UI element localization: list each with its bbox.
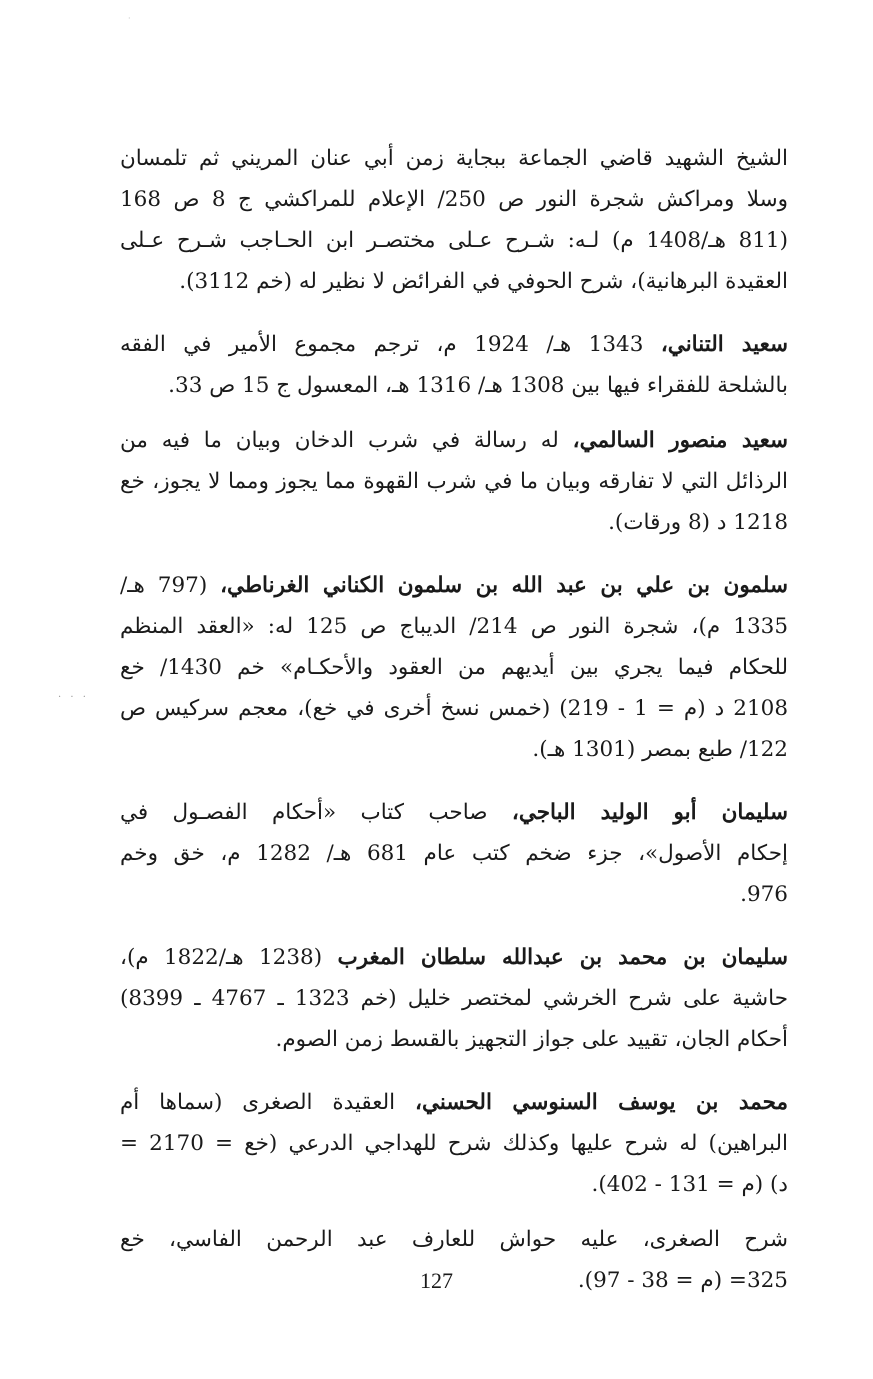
- entry-text: (1238 هـ/1822 م)،: [120, 945, 338, 970]
- entry-text: 1343 هـ/ 1924 م، ترجم مجموع الأمير في الفقه: [120, 332, 661, 357]
- text-line: حاشية على شرح الخرشي لمختصر خليل (خم 1323 ـ 4767 ـ 8399): [120, 986, 788, 1011]
- entry-text: العقيدة الصغرى (سماها أم: [120, 1090, 415, 1115]
- entry-continuation: [120, 138, 788, 302]
- entry-heading: سعيد منصور السالمي،: [572, 428, 788, 453]
- text-line: د) (م = 131 - 402).: [591, 1172, 788, 1197]
- entry-said-salmi: [120, 420, 788, 543]
- text-line: 1218 د (8 ورقات).: [608, 510, 788, 535]
- entry-sulayman-sultan: [120, 937, 788, 1060]
- entry-heading: سليمان بن محمد بن عبدالله سلطان المغرب: [337, 945, 788, 970]
- text-line: بالشلحة للفقراء فيها بين 1308 هـ/ 1316 هـ، المعسول ج 15 ص 33.: [168, 373, 788, 398]
- text-line: [120, 565, 788, 606]
- text-line: الرذائل التي لا تفارقه وبيان ما في شرب القهوة مما يجوز ومما لا يجوز، خع: [120, 469, 788, 494]
- entry-heading: محمد بن يوسف السنوسي الحسني،: [415, 1090, 788, 1115]
- text-line: (811 هـ/1408 م) لـه: شـرح عـلى مختصـر ابن الحـاجب شـرح عـلى: [120, 228, 788, 253]
- text-line: وسلا ومراكش شجرة النور ص 250/ الإعلام للمراكشي ج 8 ص 168: [120, 187, 788, 212]
- text-line: شرح الصغرى، عليه حواش للعارف عبد الرحمن الفاسي، خع: [120, 1227, 788, 1252]
- text-line: 1335 م)، شجرة النور ص 214/ الديباج ص 125 له: «العقد المنظم: [120, 614, 788, 639]
- entry-heading: سعيد التناني،: [660, 332, 788, 357]
- text-line: 122/ طبع بمصر (1301 هـ).: [532, 737, 788, 762]
- entry-text: له رسالة في شرب الدخان وبيان ما فيه من: [120, 428, 573, 453]
- text-line: [120, 324, 788, 365]
- entry-salmun-gharnati: [120, 565, 788, 770]
- text-line: 325= (م = 38 - 97).: [577, 1268, 788, 1293]
- entry-text: (797 هـ/: [120, 573, 221, 598]
- text-line: 2108 د (م = 1 - 219) (خمس نسخ أخرى في خع)، معجم سركيس ص: [120, 696, 788, 721]
- text-line: [120, 937, 788, 978]
- text-line: البراهين) له شرح عليها وكذلك شرح للهداجي الدرعي (خع = 2170 =: [120, 1131, 788, 1156]
- page-number: 127: [420, 1268, 453, 1293]
- entry-text: صاحب كتاب «أحكام الفصـول في: [120, 800, 512, 825]
- text-line: الشيخ الشهيد قاضي الجماعة ببجاية زمن أبي عنان المريني ثم تلمسان: [120, 146, 788, 171]
- text-line: 976.: [740, 882, 788, 907]
- entry-said-tanani: [120, 324, 788, 406]
- margin-marks: · · ·: [58, 692, 89, 703]
- text-line: [120, 792, 788, 833]
- entry-sanusi: [120, 1082, 788, 1205]
- text-line: إحكام الأصول»، جزء ضخم كتب عام 681 هـ/ 1282 م، خق وخم: [120, 841, 788, 866]
- entry-sulayman-baji: [120, 792, 788, 915]
- scan-mark: ·: [128, 14, 131, 23]
- text-line: أحكام الجان، تقييد على جواز التجهيز بالقسط زمن الصوم.: [275, 1027, 788, 1052]
- text-line: [120, 1082, 788, 1123]
- text-line: العقيدة البرهانية)، شرح الحوفي في الفرائض لا نظير له (خم 3112).: [179, 269, 788, 294]
- entry-heading: سليمان أبو الوليد الباجي،: [511, 800, 788, 825]
- page-body: [120, 138, 788, 1315]
- text-line: للحكام فيما يجري بين أيديهم من العقود والأحكـام» خم 1430/ خع: [120, 655, 788, 680]
- entry-heading: سلمون بن علي بن عبد الله بن سلمون الكناني الغرناطي،: [220, 573, 788, 598]
- text-line: [120, 420, 788, 461]
